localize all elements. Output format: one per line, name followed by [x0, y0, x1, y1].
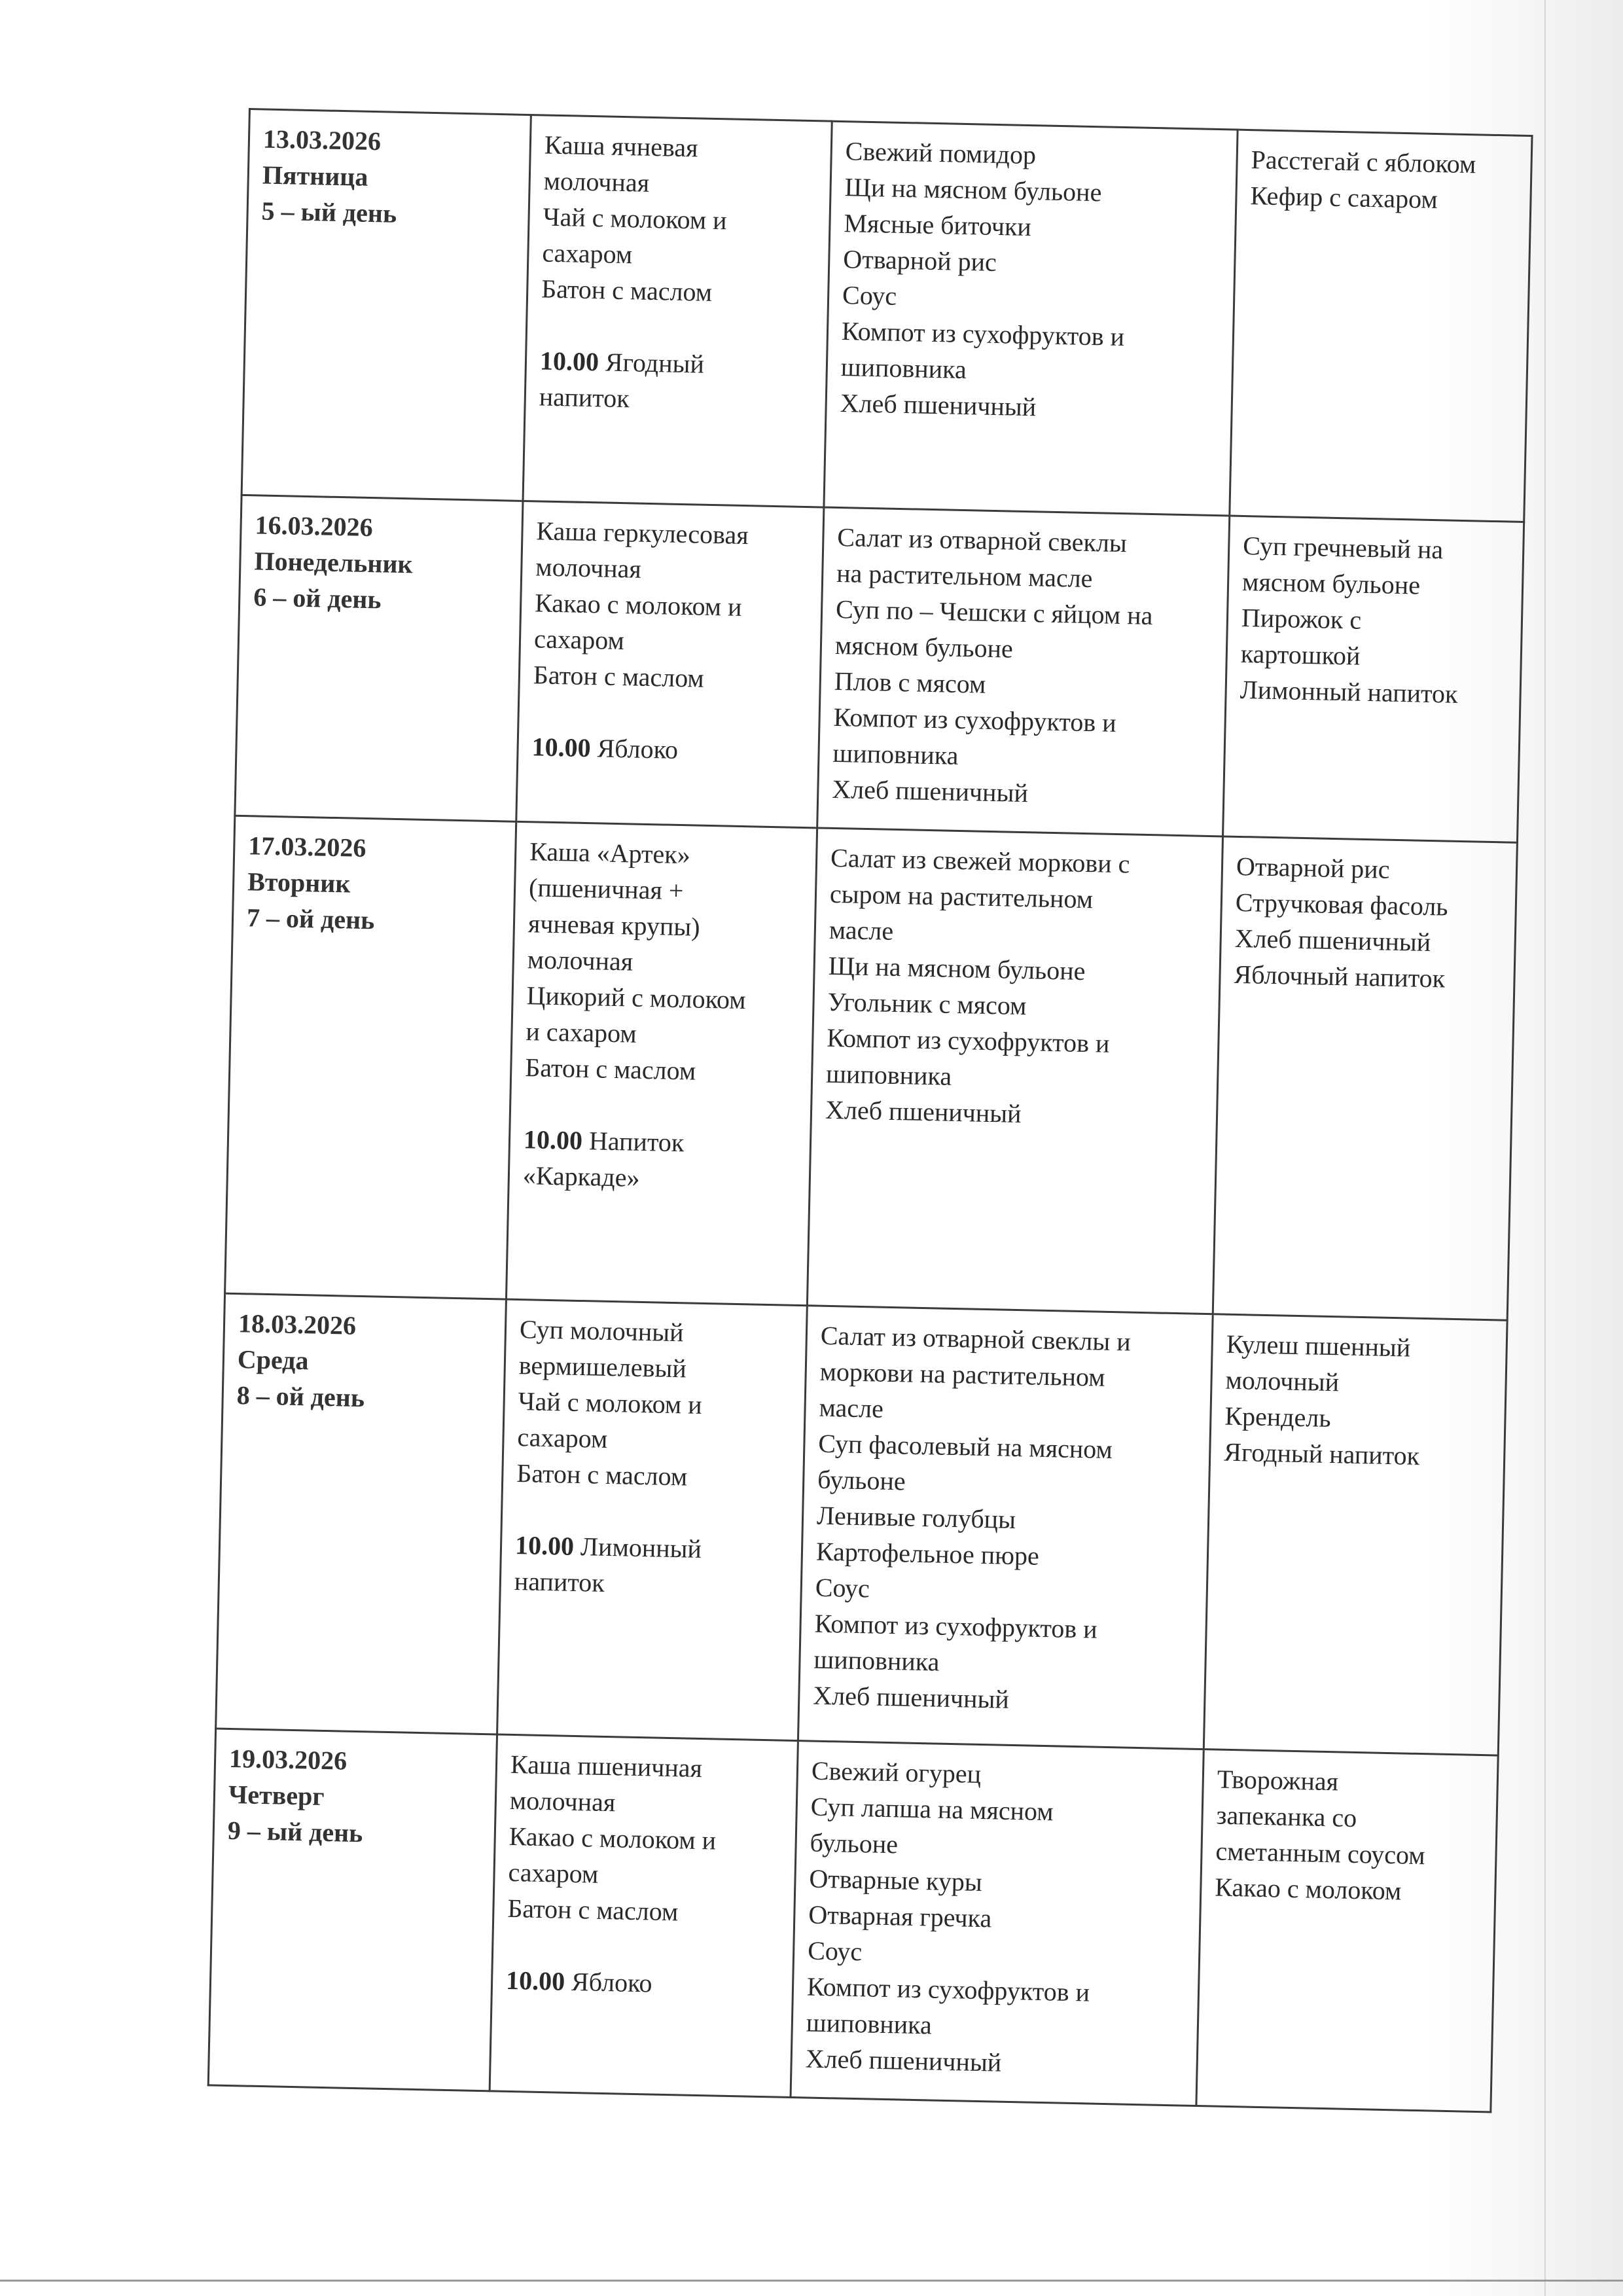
- menu-item: Крендель: [1224, 1401, 1332, 1433]
- table-row: [241, 109, 1532, 522]
- scan-bottom-line: [0, 2280, 1623, 2282]
- menu-item: Батон с маслом: [516, 1458, 688, 1492]
- afternoon-cell: [1230, 130, 1532, 522]
- menu-item: масле: [819, 1392, 884, 1424]
- day-cell: [241, 109, 531, 501]
- menu-item: сахаром: [517, 1422, 608, 1454]
- menu-item: запеканка со: [1216, 1800, 1357, 1833]
- menu-item: мясном бульоне: [1241, 566, 1421, 600]
- snack-time: 10.00: [539, 346, 599, 377]
- day-number: 8 – ой день: [236, 1380, 365, 1413]
- menu-item: Пирожок с: [1241, 602, 1362, 635]
- menu-item: Каша ячневая: [544, 130, 699, 163]
- day-number: 5 – ый день: [261, 196, 397, 228]
- menu-item: Яблочный напиток: [1234, 959, 1446, 994]
- menu-item: шиповника: [825, 1058, 952, 1091]
- menu-item: Соус: [842, 280, 897, 311]
- menu-item: Хлеб пшеничный: [1234, 923, 1431, 958]
- menu-item: Кефир с сахаром: [1250, 181, 1438, 215]
- menu-item: Расстегай с яблоком: [1251, 145, 1476, 179]
- menu-item: шиповника: [832, 738, 959, 770]
- menu-item: Батон с маслом: [541, 274, 713, 307]
- day-number: 6 – ой день: [253, 582, 382, 615]
- table-row: [225, 816, 1518, 1320]
- menu-item: Батон с маслом: [507, 1893, 679, 1927]
- day-cell: [235, 495, 523, 821]
- menu-item: Батон с маслом: [533, 660, 705, 693]
- menu-item: Отварной рис: [1236, 851, 1390, 884]
- breakfast-cell: [506, 821, 817, 1305]
- menu-item: Компот из сухофруктов и: [814, 1608, 1098, 1644]
- snack-item: Яблоко: [571, 1966, 653, 1998]
- menu-item: Отварные куры: [809, 1863, 983, 1897]
- menu-item: Хлеб пшеничный: [805, 2043, 1002, 2077]
- day-cell: [216, 1293, 507, 1734]
- table-row: [208, 1729, 1498, 2112]
- lunch-cell: [798, 1306, 1213, 1749]
- day-weekday: Понедельник: [254, 546, 414, 579]
- table-row: [235, 495, 1524, 842]
- menu-item: Хлеб пшеничный: [812, 1680, 1010, 1714]
- snack-item: напиток: [539, 382, 630, 414]
- menu-item: Чай с молоком и: [543, 202, 728, 236]
- snack-time: 10.00: [523, 1124, 583, 1156]
- menu-item: Соус: [807, 1935, 863, 1967]
- menu-item: Компот из сухофруктов и: [806, 1971, 1090, 2007]
- menu-item: молочная: [535, 552, 642, 584]
- menu-item: сахаром: [508, 1857, 599, 1889]
- day-date: 13.03.2026: [262, 124, 382, 156]
- menu-item: вермишелевый: [518, 1350, 687, 1384]
- table-row: [216, 1293, 1507, 1755]
- menu-item: Компот из сухофруктов и: [833, 702, 1117, 738]
- menu-item: Компот из сухофруктов и: [841, 316, 1125, 352]
- menu-item: Стручковая фасоль: [1235, 887, 1449, 922]
- breakfast-cell: [497, 1299, 808, 1740]
- menu-item: сметанным соусом: [1215, 1836, 1426, 1871]
- lunch-cell: [807, 828, 1222, 1314]
- menu-item: Каша геркулесовая: [536, 516, 749, 550]
- menu-item: сыром на растительном: [829, 878, 1094, 914]
- menu-item: Картофельное пюре: [815, 1536, 1040, 1571]
- menu-item: шиповника: [840, 352, 967, 385]
- menu-item: Салат из отварной свеклы: [836, 522, 1128, 558]
- snack-item: «Каркаде»: [522, 1160, 640, 1193]
- menu-item: шиповника: [806, 2007, 933, 2040]
- lunch-cell: [791, 1741, 1204, 2106]
- menu-item: Хлеб пшеничный: [831, 774, 1029, 808]
- breakfast-cell: [516, 501, 824, 828]
- menu-item: Суп гречневый на: [1242, 530, 1444, 565]
- menu-item: Суп фасолевый на мясном: [817, 1428, 1113, 1465]
- snack-time: 10.00: [531, 732, 592, 763]
- menu-item: Отварная гречка: [808, 1899, 992, 1933]
- menu-item: масле: [829, 914, 894, 946]
- menu-item: Ягодный напиток: [1223, 1437, 1420, 1471]
- menu-item: Щи на мясном бульоне: [844, 172, 1102, 207]
- day-date: 16.03.2026: [255, 510, 374, 543]
- menu-item: Ленивые голубцы: [816, 1500, 1016, 1535]
- menu-item: и сахаром: [526, 1016, 637, 1049]
- day-cell: [208, 1729, 497, 2091]
- menu-item: Свежий помидор: [845, 136, 1037, 170]
- menu-item: Лимонный напиток: [1240, 674, 1458, 709]
- menu-item: Цикорий с молоком: [526, 980, 747, 1015]
- snack-block: [531, 728, 809, 770]
- menu-item: Щи на мясном бульоне: [828, 950, 1086, 986]
- lunch-cell: [817, 507, 1230, 836]
- menu-item: бульоне: [817, 1464, 906, 1496]
- menu-item: Мясные биточки: [844, 208, 1032, 242]
- day-date: 18.03.2026: [238, 1308, 357, 1340]
- menu-item: (пшеничная +: [528, 872, 684, 906]
- menu-item: бульоне: [810, 1827, 899, 1859]
- menu-item: молочная: [527, 944, 633, 977]
- menu-item: моркови на растительном: [819, 1356, 1106, 1392]
- breakfast-cell: [523, 115, 832, 508]
- snack-time: 10.00: [514, 1530, 575, 1561]
- menu-item: Угольник с мясом: [827, 986, 1027, 1021]
- menu-item: Суп по – Чешски с яйцом на: [835, 594, 1153, 631]
- menu-item: молочная: [543, 166, 650, 198]
- menu-item: Кулеш пшенный: [1226, 1329, 1411, 1363]
- snack-block: [522, 1121, 800, 1199]
- menu-item: Свежий огурец: [811, 1755, 982, 1789]
- menu-item: Салат из свежей моркови с: [830, 842, 1130, 879]
- snack-item: напиток: [514, 1566, 605, 1598]
- menu-item: Каша пшеничная: [510, 1749, 703, 1784]
- scan-edge-line: [1544, 0, 1546, 2296]
- menu-item: Какао с молоком и: [508, 1821, 717, 1856]
- menu-item: Творожная: [1217, 1764, 1339, 1797]
- menu-item: Каша «Артек»: [529, 836, 691, 870]
- menu-item: сахаром: [533, 624, 625, 656]
- menu-item: Какао с молоком: [1214, 1872, 1402, 1906]
- menu-item: на растительном масле: [836, 558, 1093, 594]
- day-date: 19.03.2026: [228, 1743, 348, 1776]
- menu-item: Отварной рис: [842, 244, 997, 277]
- lunch-cell: [824, 121, 1238, 516]
- menu-item: Какао с молоком и: [534, 588, 743, 622]
- day-number: 7 – ой день: [246, 903, 375, 935]
- day-weekday: Четверг: [228, 1779, 325, 1811]
- afternoon-cell: [1204, 1314, 1507, 1755]
- day-number: 9 – ый день: [227, 1815, 363, 1848]
- menu-item: Соус: [815, 1572, 870, 1604]
- snack-item: Ягодный: [605, 347, 705, 379]
- menu-item: мясном бульоне: [834, 630, 1014, 664]
- menu-item: Салат из отварной свеклы и: [820, 1320, 1132, 1357]
- menu-item: картошкой: [1240, 638, 1361, 671]
- menu-item: Суп лапша на мясном: [810, 1791, 1054, 1827]
- day-cell: [225, 816, 516, 1299]
- menu-item: Хлеб пшеничный: [840, 388, 1037, 422]
- menu-item: ячневая крупы): [527, 908, 701, 942]
- day-weekday: Среда: [237, 1344, 310, 1376]
- day-weekday: Вторник: [247, 867, 351, 899]
- menu-item: молочный: [1225, 1365, 1340, 1397]
- breakfast-cell: [490, 1734, 798, 2098]
- menu-item: сахаром: [542, 238, 633, 270]
- menu-item: Хлеб пшеничный: [825, 1094, 1022, 1129]
- menu-item: Батон с маслом: [524, 1052, 696, 1086]
- snack-block: [539, 342, 817, 420]
- day-weekday: Пятница: [262, 160, 368, 192]
- day-date: 17.03.2026: [247, 831, 366, 863]
- snack-block: [506, 1962, 783, 2004]
- snack-block: [514, 1527, 792, 1605]
- snack-item: Напиток: [588, 1126, 685, 1158]
- menu-item: Плов с мясом: [834, 666, 986, 699]
- afternoon-cell: [1213, 836, 1517, 1320]
- snack-item: Лимонный: [580, 1532, 702, 1564]
- menu-item: молочная: [509, 1785, 616, 1818]
- snack-item: Яблоко: [597, 733, 679, 764]
- menu-body: [208, 109, 1532, 2112]
- menu-table: [207, 108, 1533, 2113]
- afternoon-cell: [1223, 516, 1524, 842]
- menu-item: Суп молочный: [519, 1314, 685, 1348]
- menu-item: Чай с молоком и: [518, 1386, 703, 1420]
- menu-item: Компот из сухофруктов и: [826, 1022, 1110, 1058]
- menu-item: шиповника: [813, 1644, 940, 1677]
- afternoon-cell: [1196, 1749, 1498, 2112]
- snack-time: 10.00: [505, 1965, 565, 1996]
